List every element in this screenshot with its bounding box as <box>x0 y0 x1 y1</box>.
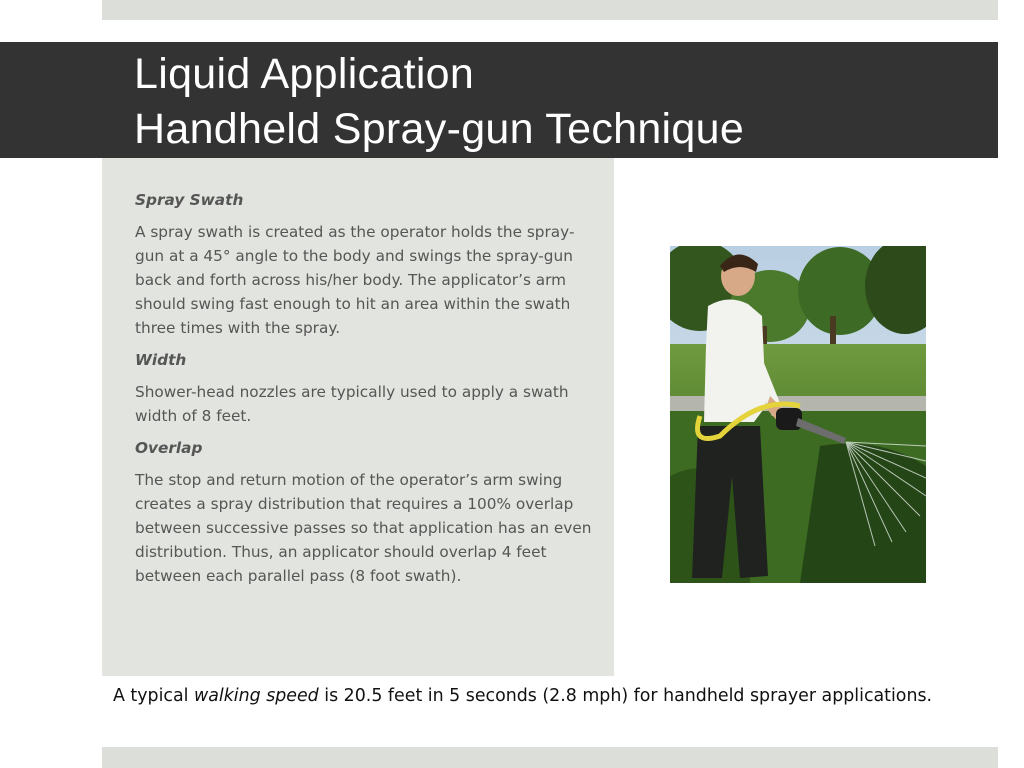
slide-title-line-2: Handheld Spray-gun Technique <box>134 105 745 153</box>
section-text-spray-swath: A spray swath is created as the operator holds the spray-gun at a 45° angle to the body and swings the spray-gun back and forth across his/her body. The applicator’s arm should swing fast enough to hit an area within the swath three times with the spray. <box>135 223 575 337</box>
slide-title-line-1: Liquid Application <box>134 50 475 98</box>
bottom-decorative-band <box>102 747 998 768</box>
section-text-width: Shower-head nozzles are typically used to apply a swath width of 8 feet. <box>135 383 569 425</box>
walking-speed-note <box>113 684 1003 708</box>
section-text-overlap: The stop and return motion of the operator’s arm swing creates a spray distribution that requires a 100% overlap between successive passes so that application has an even distribution. Thus, an applicator should overlap 4 feet between each parallel pass (8 foot swath). <box>135 471 592 585</box>
section-heading-overlap: Overlap <box>135 439 203 457</box>
top-decorative-band <box>102 0 998 20</box>
footer-suffix: is 20.5 feet in 5 seconds (2.8 mph) for handheld sprayer applications. <box>318 686 933 706</box>
content-body <box>135 188 595 596</box>
section-heading-width: Width <box>135 351 187 369</box>
sprayer-photo <box>670 246 926 583</box>
section-heading-spray-swath: Spray Swath <box>135 191 244 209</box>
footer-emphasis: walking speed <box>193 686 319 706</box>
footer-prefix: A typical <box>113 686 194 706</box>
